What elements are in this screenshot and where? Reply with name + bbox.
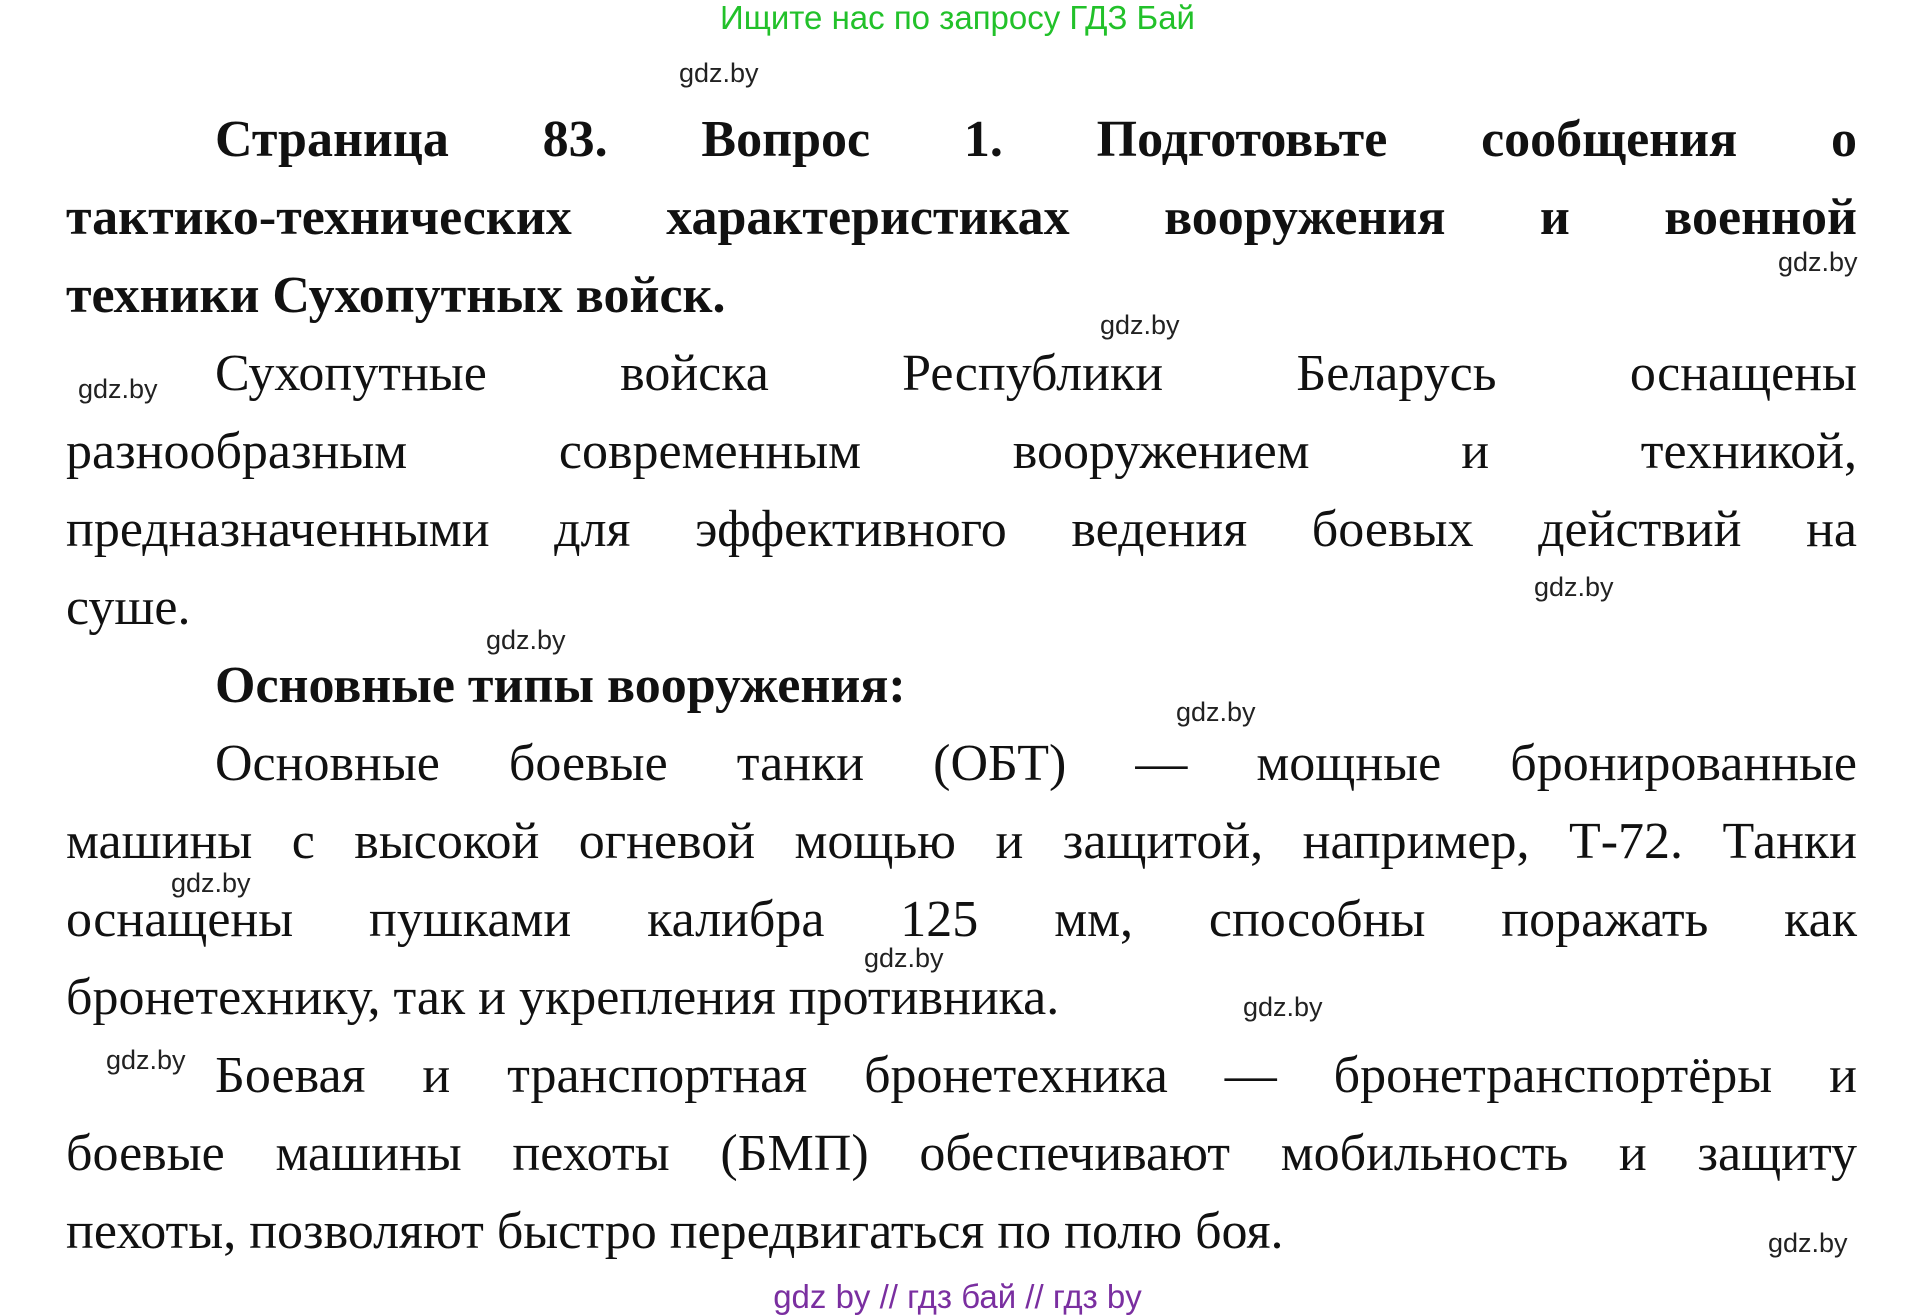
paragraph3-line-2: боевые машины пехоты (БМП) обеспечивают мобильность и защиту: [66, 1125, 1857, 1182]
watermark: gdz.by: [864, 943, 944, 973]
heading-line-1: Страница 83. Вопрос 1. Подготовьте сообщения о: [215, 111, 1857, 168]
watermark: gdz.by: [106, 1045, 186, 1075]
watermark: gdz.by: [1176, 697, 1256, 727]
watermark: gdz.by: [486, 625, 566, 655]
watermark: gdz.by: [1243, 992, 1323, 1022]
watermark: gdz.by: [78, 374, 158, 404]
paragraph1-line-2: разнообразным современным вооружением и техникой,: [66, 423, 1857, 480]
watermark: gdz.by: [1778, 247, 1858, 277]
paragraph1-line-4: суше.: [66, 579, 191, 636]
paragraph2-line-1: Основные боевые танки (ОБТ) — мощные бронированные: [215, 735, 1857, 792]
footer-links: gdz by // гдз бай // гдз by: [773, 1278, 1142, 1315]
watermark: gdz.by: [1100, 310, 1180, 340]
subheading: Основные типы вооружения:: [215, 657, 906, 714]
paragraph2-line-4: бронетехнику, так и укрепления противника.: [66, 969, 1060, 1026]
paragraph2-line-3: оснащены пушками калибра 125 мм, способны поражать как: [66, 891, 1857, 948]
watermark: gdz.by: [171, 868, 251, 898]
paragraph2-line-2: машины с высокой огневой мощью и защитой, например, Т-72. Танки: [66, 813, 1857, 870]
watermark: gdz.by: [1768, 1228, 1848, 1258]
paragraph3-line-1: Боевая и транспортная бронетехника — бронетранспортёры и: [215, 1047, 1857, 1104]
heading-line-3: техники Сухопутных войск.: [66, 267, 726, 324]
heading-line-2: тактико-технических характеристиках вооружения и военной: [66, 189, 1857, 246]
watermark: gdz.by: [679, 58, 759, 88]
paragraph1-line-1: Сухопутные войска Республики Беларусь оснащены: [215, 345, 1857, 402]
paragraph1-line-3: предназначенными для эффективного ведения боевых действий на: [66, 501, 1857, 558]
top-banner: Ищите нас по запросу ГДЗ Бай: [720, 0, 1195, 36]
paragraph3-line-3: пехоты, позволяют быстро передвигаться по полю боя.: [66, 1203, 1284, 1260]
watermark: gdz.by: [1534, 572, 1614, 602]
